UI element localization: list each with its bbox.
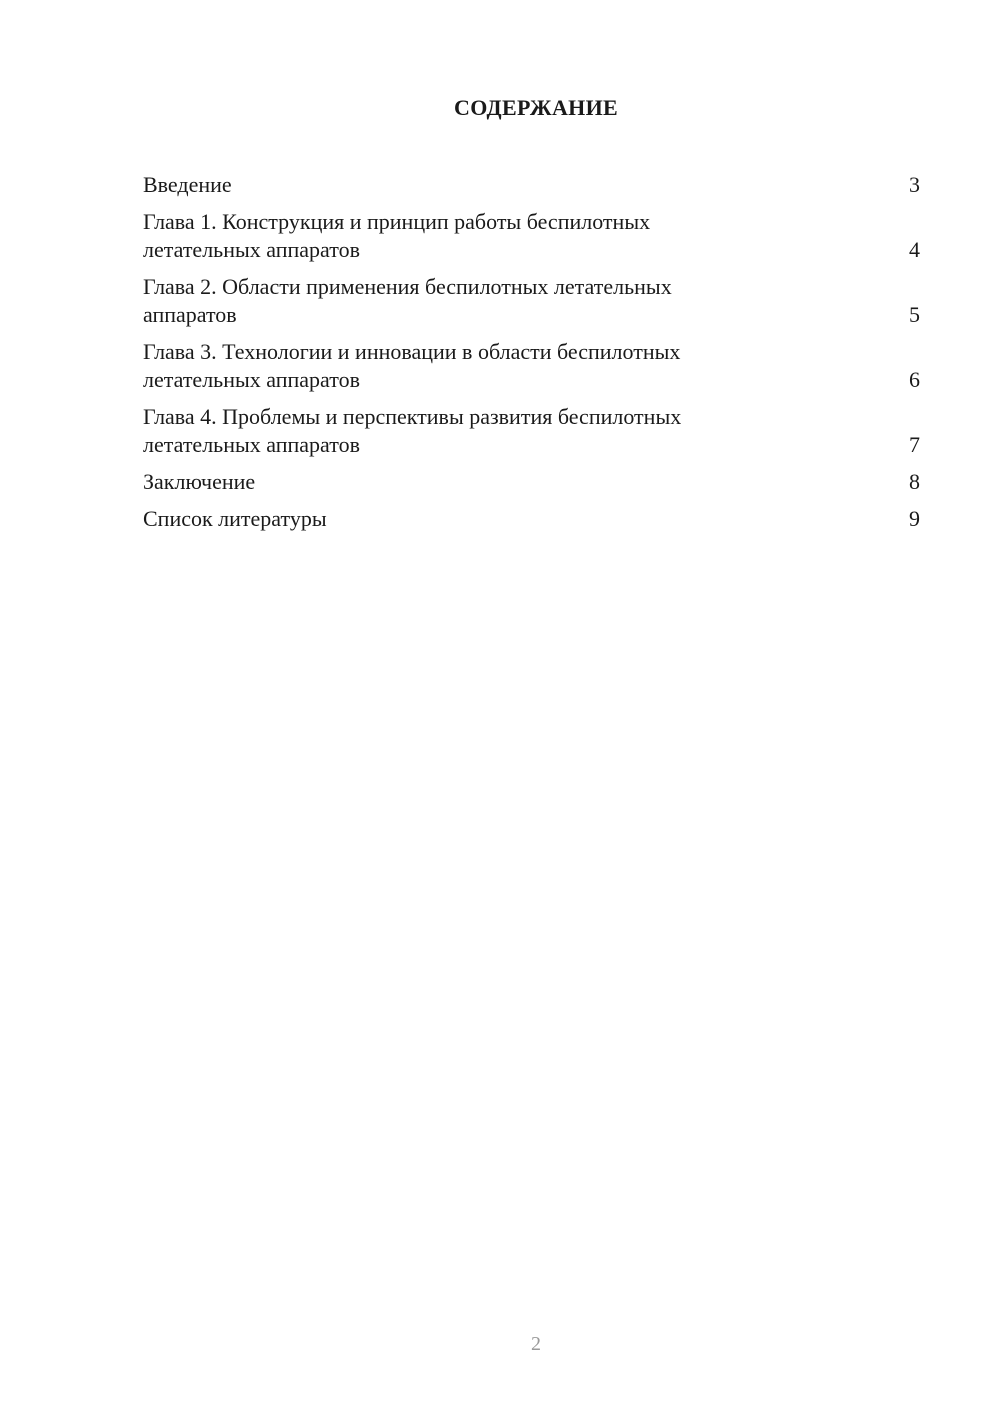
toc-entry-chapter-1 (143, 208, 920, 264)
toc-page-number: 3 (909, 172, 920, 197)
toc-entry-chapter-4 (143, 403, 920, 459)
table-of-contents (143, 171, 920, 542)
toc-entry-chapter-2 (143, 273, 920, 329)
toc-page-number: 4 (909, 237, 920, 262)
toc-page-number: 8 (909, 469, 920, 494)
toc-entry-line: аппаратов (143, 302, 237, 327)
toc-entry-title (143, 468, 900, 496)
toc-page-number: 5 (909, 302, 920, 327)
toc-entry-line: Глава 2. Области применения беспилотных летательных (143, 274, 672, 299)
toc-entry-chapter-3 (143, 338, 920, 394)
toc-entry-line: Глава 3. Технологии и инновации в области беспилотных (143, 339, 681, 364)
toc-entry-line: Список литературы (143, 506, 327, 531)
toc-entry-references (143, 505, 920, 533)
toc-entry-title (143, 403, 900, 459)
toc-entry-conclusion (143, 468, 920, 496)
toc-entry-line: Глава 4. Проблемы и перспективы развития беспилотных (143, 404, 682, 429)
toc-entry-title (143, 208, 900, 264)
toc-entry-title (143, 505, 900, 533)
page-title: СОДЕРЖАНИЕ (454, 95, 618, 120)
toc-page-number: 6 (909, 367, 920, 392)
page-number: 2 (531, 1333, 541, 1355)
toc-entry-introduction (143, 171, 920, 199)
toc-page-number: 9 (909, 506, 920, 531)
toc-entry-line: Заключение (143, 469, 256, 494)
toc-entry-title (143, 338, 900, 394)
toc-page-number: 7 (909, 432, 920, 457)
toc-entry-line: летательных аппаратов (143, 432, 360, 457)
toc-entry-line: Введение (143, 172, 232, 197)
toc-entry-title (143, 171, 900, 199)
toc-entry-title (143, 273, 900, 329)
toc-entry-line: летательных аппаратов (143, 367, 360, 392)
toc-entry-line: Глава 1. Конструкция и принцип работы беспилотных (143, 209, 651, 234)
toc-entry-line: летательных аппаратов (143, 237, 360, 262)
